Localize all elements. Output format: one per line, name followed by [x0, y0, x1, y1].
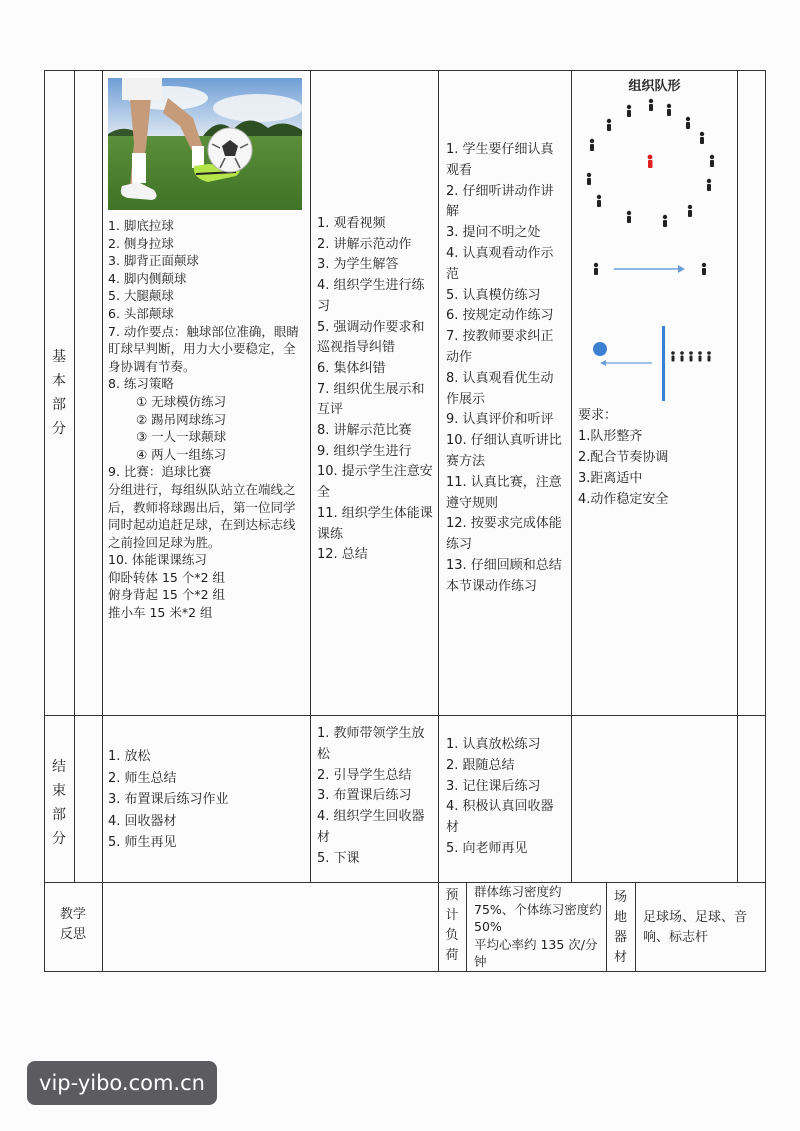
student-figure-icon: [700, 132, 704, 144]
end-section-label: [44, 755, 74, 851]
label-char: 场: [613, 890, 627, 905]
content-item: 2. 侧身拉球: [108, 235, 174, 251]
end-content-list: [108, 746, 306, 854]
label-char: 分: [52, 421, 66, 437]
student-item: 7. 按教师要求纠正动作: [446, 329, 554, 365]
col-divider: [438, 70, 439, 971]
student-item: 5. 向老师再见: [446, 840, 528, 856]
load-heart-rate: 平均心率约 135 次/分钟: [474, 936, 598, 969]
teacher-item: 1. 教师带领学生放松: [317, 726, 425, 762]
arrow-head-icon: [678, 265, 685, 273]
student-item: 3. 提问不明之处: [446, 225, 541, 241]
teacher-item: 5. 强调动作要求和巡视指导纠错: [317, 319, 425, 356]
label-char: 负: [445, 928, 459, 943]
student-figure-icon: [688, 205, 692, 217]
content-item: 1. 脚底拉球: [108, 218, 174, 233]
requirement-item: 2.配合节奏协调: [578, 450, 669, 465]
ball-icon: [593, 342, 607, 356]
content-subitem: ① 无球模仿练习: [136, 393, 227, 409]
student-item: 12. 按要求完成体能练习: [446, 516, 562, 553]
teacher-item: 2. 讲解示范动作: [317, 236, 412, 252]
row-divider: [44, 715, 766, 716]
student-figure-icon: [707, 351, 711, 361]
teacher-figure-icon: [648, 155, 653, 168]
col-divider: [74, 70, 75, 882]
label-char: 分: [52, 831, 66, 847]
label-char: 器: [613, 930, 627, 945]
teacher-item: 8. 讲解示范比赛: [317, 423, 412, 439]
football-photo-image: [108, 78, 302, 210]
teacher-item: 4. 组织学生回收器材: [317, 809, 425, 845]
content-item: 俯身背起 15 个*2 组: [108, 587, 226, 603]
end-line: [662, 326, 665, 401]
formation-title: 组织队形: [628, 79, 681, 94]
load-density: 群体练习密度约 75%、个体练习密度约 50%: [474, 884, 602, 934]
content-item: 4. 回收器材: [108, 813, 177, 829]
content-item: 仰卧转体 15 个*2 组: [108, 569, 226, 585]
student-figure-icon: [590, 139, 594, 151]
student-figure-icon: [663, 215, 667, 227]
teacher-item: 9. 组织学生进行: [317, 443, 412, 459]
basic-section-label: [44, 345, 74, 441]
teacher-item: 3. 布置课后练习: [317, 788, 412, 804]
teacher-item: 5. 下课: [317, 850, 360, 866]
content-item: 2. 师生总结: [108, 770, 177, 786]
teacher-item: 7. 组织优生展示和互评: [317, 381, 425, 418]
content-item: 10. 体能课课练习: [108, 552, 207, 568]
runner-figure-icon: [594, 263, 598, 275]
label-char: 预: [445, 888, 459, 903]
col-divider: [737, 70, 738, 882]
student-figure-icon: [689, 351, 693, 361]
student-item: 8. 认真观看优生动作展示: [446, 370, 554, 407]
requirement-item: 1.队形整齐: [578, 429, 643, 444]
football-photo: [108, 78, 302, 210]
student-figure-icon: [597, 195, 601, 207]
student-item: 4. 积极认真回收器材: [446, 799, 554, 836]
row-divider: [44, 882, 766, 883]
content-item: 4. 脚内侧颠球: [108, 270, 187, 286]
student-item: 9. 认真评价和听评: [446, 412, 554, 428]
teacher-item: 4. 组织学生进行练习: [317, 278, 425, 314]
student-column-formation: [671, 351, 711, 361]
content-item: 3. 布置课后练习作业: [108, 792, 229, 807]
runner-figure-icon: [702, 263, 706, 275]
student-figure-icon: [627, 211, 631, 223]
student-item: 1. 学生要仔细认真观看: [446, 142, 554, 178]
content-item: 7. 动作要点：触球部位准确，眼睛盯球早判断，用力大小要稳定，全身协调有节奏。: [108, 323, 299, 374]
requirement-item: 3.距离适中: [578, 471, 643, 486]
teacher-activity-list: [317, 214, 433, 566]
student-item: 6. 按规定动作练习: [446, 308, 554, 324]
load-text: [474, 883, 602, 971]
label-char: 部: [52, 807, 66, 823]
student-figure-icon: [710, 155, 714, 167]
content-item: 5. 师生再见: [108, 835, 177, 850]
label-char: 荷: [445, 948, 459, 963]
teacher-item: 3. 为学生解答: [317, 257, 399, 273]
content-subitem: ② 踢吊网球练习: [136, 411, 227, 427]
student-item: 2. 跟随总结: [446, 757, 515, 773]
student-figure-icon: [698, 351, 702, 361]
student-figure-icon: [667, 104, 671, 116]
col-divider: [466, 882, 467, 971]
student-item: 4. 认真观看动作示范: [446, 245, 554, 282]
reflection-label: [44, 905, 102, 945]
label-char: 反思: [59, 927, 86, 942]
teacher-item: 6. 集体纠错: [317, 360, 386, 376]
teacher-item: 10. 提示学生注意安全: [317, 464, 433, 501]
venue-text: 足球场、足球、音响、标志杆: [643, 910, 748, 945]
content-item: 8. 练习策略: [108, 376, 174, 392]
student-item: 5. 认真模仿练习: [446, 287, 541, 303]
load-label: [438, 886, 466, 966]
content-item: 6. 头部颠球: [108, 305, 174, 321]
label-char: 材: [613, 950, 627, 965]
col-divider: [310, 70, 311, 882]
label-char: 本: [52, 373, 66, 389]
student-item: 3. 记住课后练习: [446, 778, 541, 794]
table-bottom-border: [44, 971, 766, 972]
requirement-item: 4.动作稳定安全: [578, 492, 669, 507]
arrow-head-icon: [600, 360, 606, 366]
teacher-item: 12. 总结: [317, 547, 368, 563]
label-char: 地: [613, 910, 627, 925]
student-figure-icon: [627, 105, 631, 117]
formation-requirements: [578, 405, 668, 510]
student-figure-icon: [680, 351, 684, 361]
content-subitem: ③ 一人一球颠球: [136, 429, 227, 445]
teacher-item: 11. 组织学生体能课课练: [317, 505, 433, 542]
student-activity-list: [446, 140, 566, 598]
content-item: 5. 大腿颠球: [108, 288, 174, 304]
teacher-item: 2. 引导学生总结: [317, 767, 412, 783]
formation-drawing: [572, 71, 737, 401]
label-char: 结: [52, 759, 66, 775]
col-divider: [635, 882, 636, 971]
student-item: 2. 仔细听讲动作讲解: [446, 183, 554, 220]
content-item: 分组进行，每组纵队站立在端线之后，教师将球踢出后，第一位同学同时起动追赶足球，在到达标志线之前捡回足球为胜。: [108, 481, 296, 550]
requirements-title: 要求：: [578, 408, 618, 423]
table-right-border: [765, 70, 766, 971]
label-char: 基: [52, 349, 66, 365]
student-figure-icon: [607, 119, 611, 131]
student-figure-icon: [671, 351, 675, 361]
label-char: 束: [52, 783, 66, 799]
content-item: 3. 脚背正面颠球: [108, 253, 199, 269]
content-subitem: ④ 两人一组练习: [136, 446, 227, 462]
content-item: 推小车 15 米*2 组: [108, 605, 213, 621]
student-item: 11. 认真比赛，注意遵守规则: [446, 474, 562, 511]
student-figure-icon: [649, 99, 653, 111]
end-teacher-list: [317, 724, 433, 870]
teacher-item: 1. 观看视频: [317, 216, 386, 231]
student-figure-icon: [707, 179, 711, 191]
student-item: 10. 仔细认真听讲比赛方法: [446, 433, 562, 469]
end-student-list: [446, 735, 566, 860]
venue-label: [606, 888, 635, 968]
student-figure-icon: [686, 117, 690, 129]
student-figure-icon: [587, 173, 591, 185]
watermark-badge: vip-yibo.com.cn: [27, 1061, 217, 1105]
student-item: 1. 认真放松练习: [446, 737, 541, 752]
content-item: 1. 放松: [108, 749, 151, 764]
student-item: 13. 仔细回顾和总结本节课动作练习: [446, 557, 562, 594]
content-item: 9. 比赛：追球比赛: [108, 464, 212, 480]
col-divider: [102, 70, 103, 971]
basic-content-list: [108, 217, 306, 622]
label-char: 教学: [59, 907, 86, 922]
label-char: 部: [52, 397, 66, 413]
label-char: 计: [445, 908, 459, 923]
